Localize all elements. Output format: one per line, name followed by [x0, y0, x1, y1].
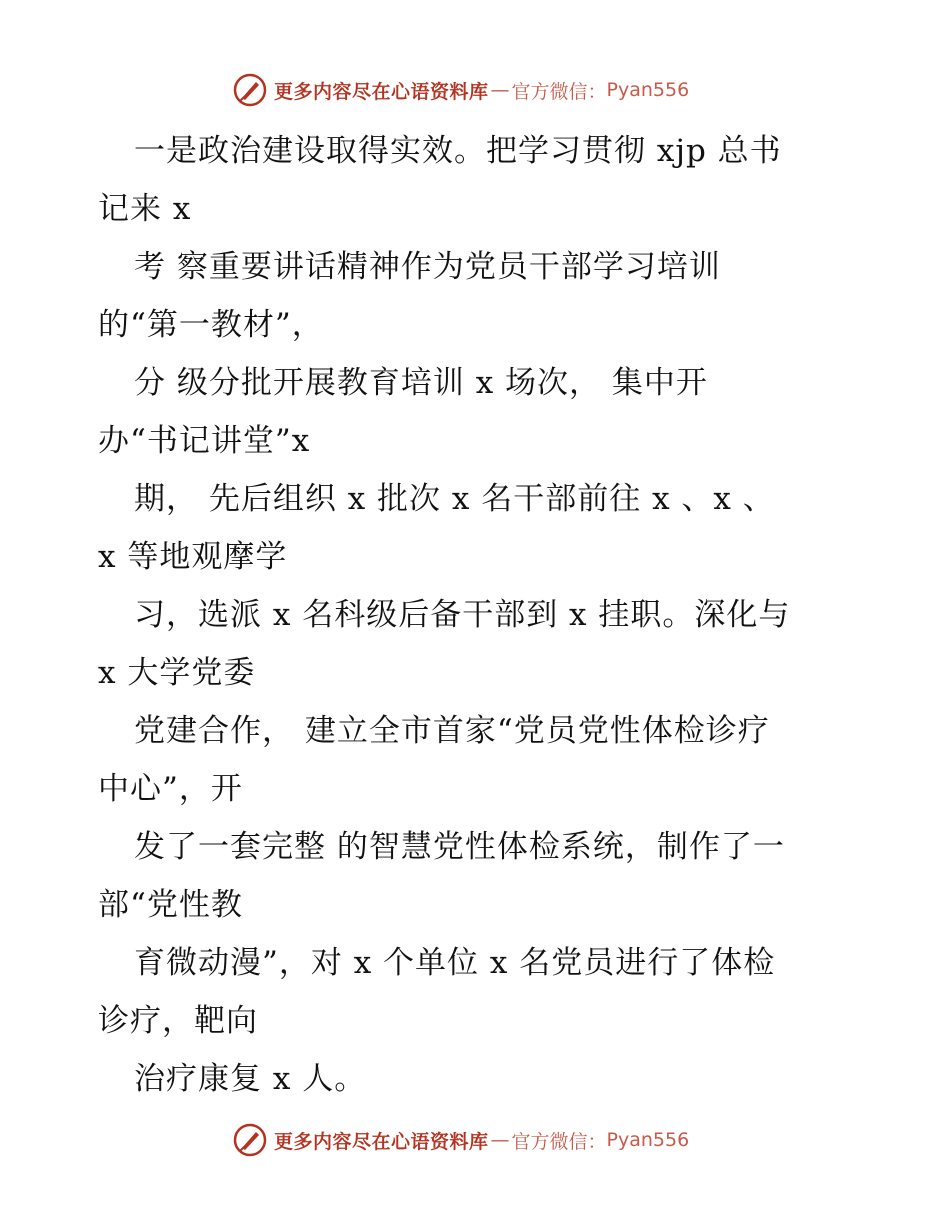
header-wechat-label: 官方微信：: [511, 80, 607, 103]
footer-wechat-id: Pyan556: [606, 1129, 690, 1151]
header-brand-text: 更多内容尽在心语资料库: [274, 80, 489, 103]
text-line: 习，选派 x 名科级后备干部到 x 挂职。深化与: [134, 597, 791, 633]
text-line: 考 察重要讲话精神作为党员干部学习培训: [134, 249, 721, 285]
header-banner: [232, 70, 689, 110]
text-line: 期， 先后组织 x 批次 x 名干部前往 x 、x 、: [134, 481, 775, 517]
footer-brand-text: 更多内容尽在心语资料库: [274, 1130, 489, 1153]
text-line: 诊疗，靶向: [98, 1003, 258, 1039]
text-line: 党建合作， 建立全市首家“党员党性体检诊疗: [134, 713, 770, 749]
text-line: 记来 x: [98, 191, 192, 227]
footer-separator: —: [490, 1129, 510, 1151]
footer-banner: [232, 1120, 689, 1160]
text-line: 一是政治建设取得实效。把学习贯彻 xjp 总书: [134, 133, 782, 169]
footer-wechat-label: 官方微信：: [511, 1130, 607, 1153]
text-line: 分 级分批开展教育培训 x 场次， 集中开: [134, 365, 708, 401]
text-line: 的“第一教材”，: [98, 307, 324, 343]
text-line: x 大学党委: [98, 655, 256, 691]
text-line: 治疗康复 x 人。: [134, 1061, 367, 1097]
header-separator: —: [490, 79, 510, 101]
text-line: 办“书记讲堂”x: [98, 423, 311, 459]
text-line: 育微动漫”，对 x 个单位 x 名党员进行了体检: [134, 945, 776, 981]
header-wechat-id: Pyan556: [606, 79, 690, 101]
document-body: [98, 122, 858, 1108]
text-line: 中心”，开: [98, 771, 243, 807]
quill-pen-logo-icon: [232, 1122, 268, 1158]
text-line: 发了一套完整 的智慧党性体检系统，制作了一: [134, 829, 785, 865]
text-line: 部“党性教: [98, 887, 243, 923]
quill-pen-logo-icon: [232, 72, 268, 108]
text-line: x 等地观摩学: [98, 539, 288, 575]
